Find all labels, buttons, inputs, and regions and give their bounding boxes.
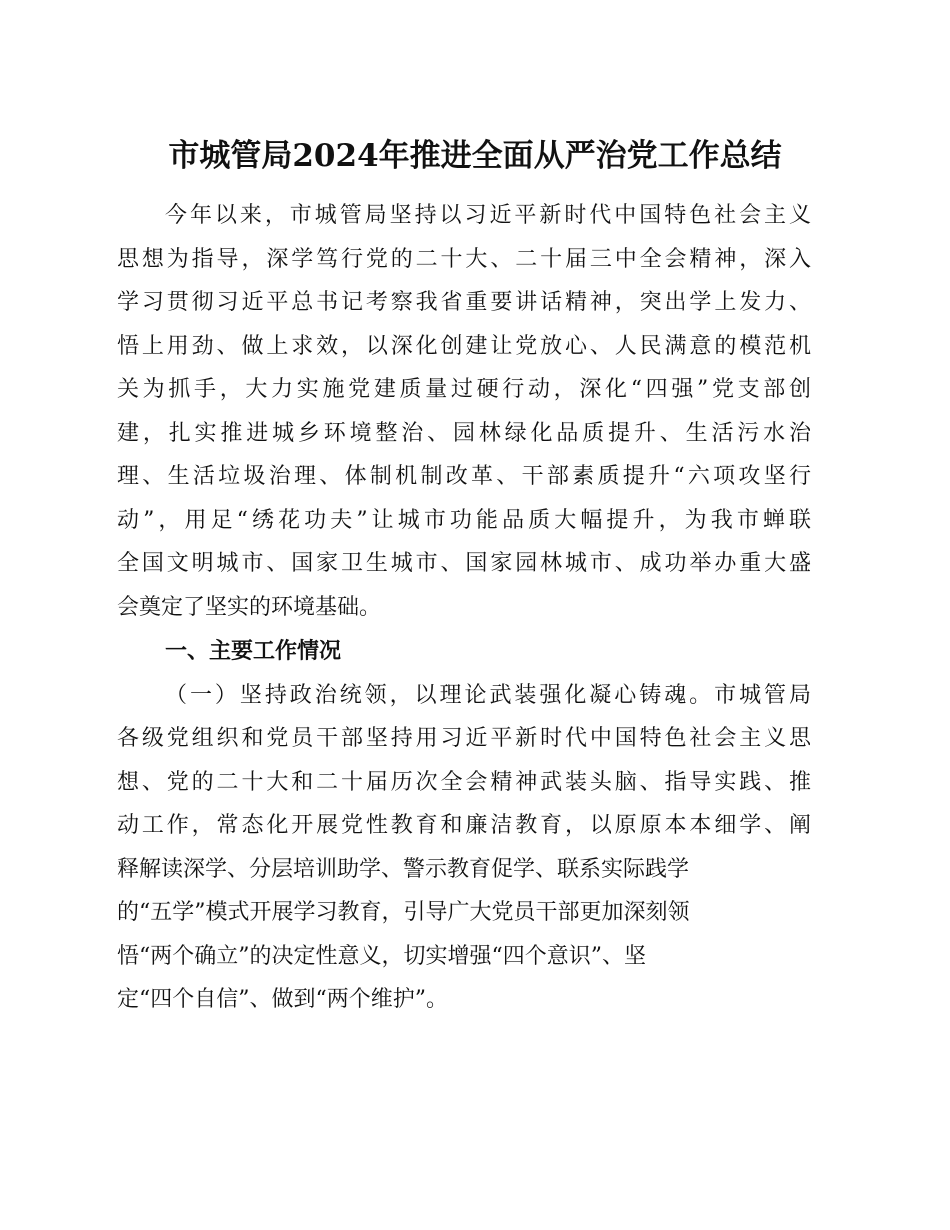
intro-line: 悟上用劲、做上求效，以深化创建让党放心、人民满意的模范机 bbox=[117, 334, 811, 359]
section-line: 释解读深学、分层培训助学、警示教育促学、联系实际践学 bbox=[117, 857, 690, 882]
intro-line: 动”，用足“绣花功夫”让城市功能品质大幅提升，为我市蝉联 bbox=[117, 508, 811, 533]
intro-line: 会奠定了坚实的环境基础。 bbox=[117, 595, 382, 620]
intro-line: 学习贯彻习近平总书记考察我省重要讲话精神，突出学上发力、 bbox=[117, 290, 811, 315]
intro-line: 今年以来，市城管局坚持以习近平新时代中国特色社会主义 bbox=[165, 203, 811, 228]
intro-line: 关为抓手，大力实施党建质量过硬行动，深化“四强”党支部创 bbox=[117, 377, 811, 402]
section-line: 动工作，常态化开展党性教育和廉洁教育，以原原本本细学、阐 bbox=[117, 813, 811, 838]
section-line: 各级党组织和党员干部坚持用习近平新时代中国特色社会主义思 bbox=[117, 726, 811, 751]
section-line: （一）坚持政治统领，以理论武装强化凝心铸魂。市城管局 bbox=[165, 683, 811, 708]
section-line: 定“四个自信”、做到“两个维护”。 bbox=[117, 987, 448, 1012]
intro-line: 思想为指导，深学笃行党的二十大、二十届三中全会精神，深入 bbox=[117, 247, 811, 272]
intro-line: 建，扎实推进城乡环境整治、园林绿化品质提升、生活污水治 bbox=[117, 421, 811, 446]
section-line: 想、党的二十大和二十届历次全会精神武装头脑、指导实践、推 bbox=[117, 770, 811, 795]
section-line: 悟“两个确立”的决定性意义，切实增强“四个意识”、坚 bbox=[117, 944, 646, 969]
intro-line: 理、生活垃圾治理、体制机制改革、干部素质提升“六项攻坚行 bbox=[117, 464, 811, 489]
section-line: 的“五学”模式开展学习教育，引导广大党员干部更加深刻领 bbox=[117, 900, 690, 925]
section-heading: 一、主要工作情况 bbox=[165, 639, 342, 664]
intro-line: 全国文明城市、国家卫生城市、国家园林城市、成功举办重大盛 bbox=[117, 551, 811, 576]
document-title: 市城管局2024年推进全面从严治党工作总结 bbox=[168, 138, 782, 174]
